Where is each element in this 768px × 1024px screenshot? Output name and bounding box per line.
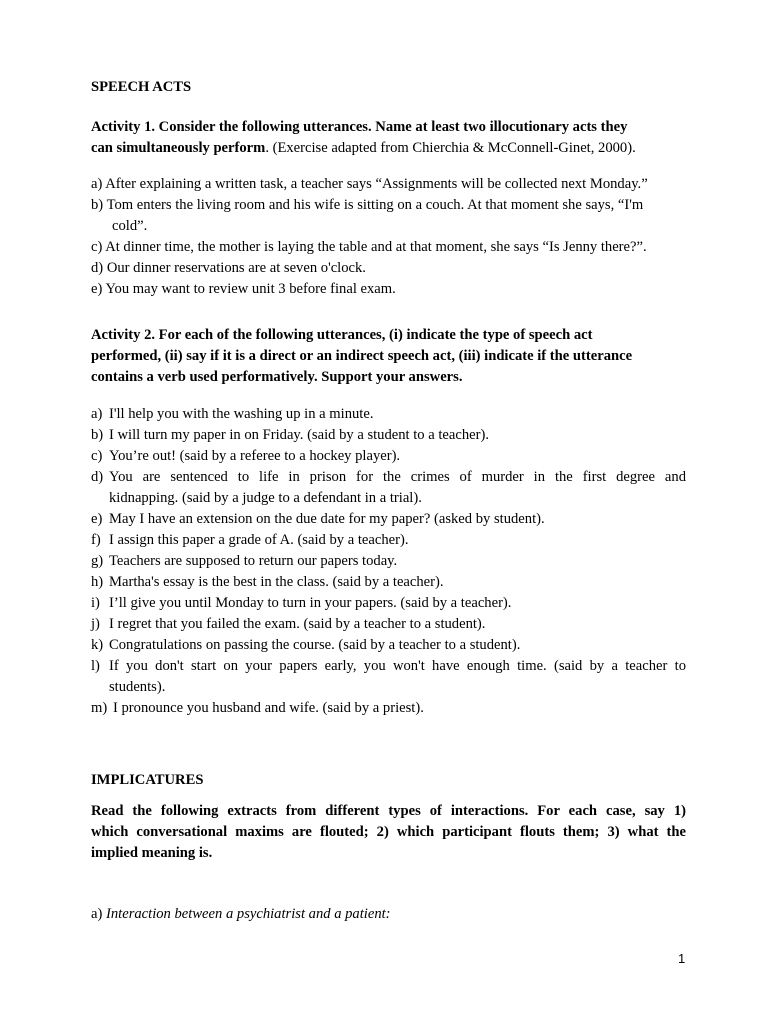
page-number: 1 xyxy=(678,951,686,966)
list-item: j) I regret that you failed the exam. (said by a teacher to a student). xyxy=(91,616,486,632)
activity1-bold-line1: Activity 1. Consider the following utterances. Name at least two illocutionary acts they xyxy=(91,119,628,135)
list-item: a) After explaining a written task, a teacher says “Assignments will be collected next Monday.” xyxy=(91,176,648,192)
activity1-list xyxy=(91,174,691,300)
list-item: f) I assign this paper a grade of A. (said by a teacher). xyxy=(91,532,409,548)
list-item: g) Teachers are supposed to return our papers today. xyxy=(91,553,398,569)
list-item: h) Martha's essay is the best in the class. (said by a teacher). xyxy=(91,574,444,590)
list-item: c) You’re out! (said by a referee to a hockey player). xyxy=(91,448,401,464)
case-description: Interaction between a psychiatrist and a patient: xyxy=(106,906,391,922)
activity1-bold-line2: can simultaneously perform xyxy=(91,140,266,156)
list-item: b) I will turn my paper in on Friday. (said by a student to a teacher). xyxy=(91,427,490,443)
list-item-continuation: students). xyxy=(109,679,166,695)
list-item: m) I pronounce you husband and wife. (said by a priest). xyxy=(91,700,424,716)
section-title-implicatures: IMPLICATURES xyxy=(91,772,204,788)
list-item: d) Our dinner reservations are at seven o'clock. xyxy=(91,260,366,276)
activity1-heading xyxy=(91,117,686,159)
list-item: d) You are sentenced to life in prison for the crimes of murder in the first degree and xyxy=(91,469,686,485)
section-title-speech-acts: SPEECH ACTS xyxy=(91,79,192,95)
implicatures-case-a: a) Interaction between a psychiatrist and a patient: xyxy=(91,906,391,922)
activity1-source: . (Exercise adapted from Chierchia & McConnell-Ginet, 2000). xyxy=(265,140,636,156)
list-item: i) I’ll give you until Monday to turn in your papers. (said by a teacher). xyxy=(91,595,512,611)
list-item: c) At dinner time, the mother is laying the table and at that moment, she says “Is Jenny there?”. xyxy=(91,239,647,255)
list-item: l) If you don't start on your papers early, you won't have enough time. (said by a teacher to xyxy=(91,658,686,674)
list-item: k) Congratulations on passing the course. (said by a teacher to a student). xyxy=(91,637,521,653)
implicatures-instructions: Read the following extracts from different types of interactions. For each case, say 1) which conversational maxims are flouted; 2) which participant flouts them; 3) what the implied meaning is. xyxy=(91,803,686,861)
activity2-list xyxy=(91,404,686,719)
list-item-continuation: kidnapping. (said by a judge to a defendant in a trial). xyxy=(109,490,422,506)
list-item: b) Tom enters the living room and his wife is sitting on a couch. At that moment she says, “I'm xyxy=(91,197,644,213)
list-item-continuation: cold”. xyxy=(112,218,148,234)
list-item: e) May I have an extension on the due date for my paper? (asked by student). xyxy=(91,511,545,527)
list-item: e) You may want to review unit 3 before final exam. xyxy=(91,281,396,297)
list-item: a) I'll help you with the washing up in a minute. xyxy=(91,406,374,422)
activity2-heading: Activity 2. For each of the following utterances, (i) indicate the type of speech act performed, (ii) say if it is a direct or an indirect speech act, (iii) indicate if the utterance contains a verb used performatively. Support your answers. xyxy=(91,327,633,385)
